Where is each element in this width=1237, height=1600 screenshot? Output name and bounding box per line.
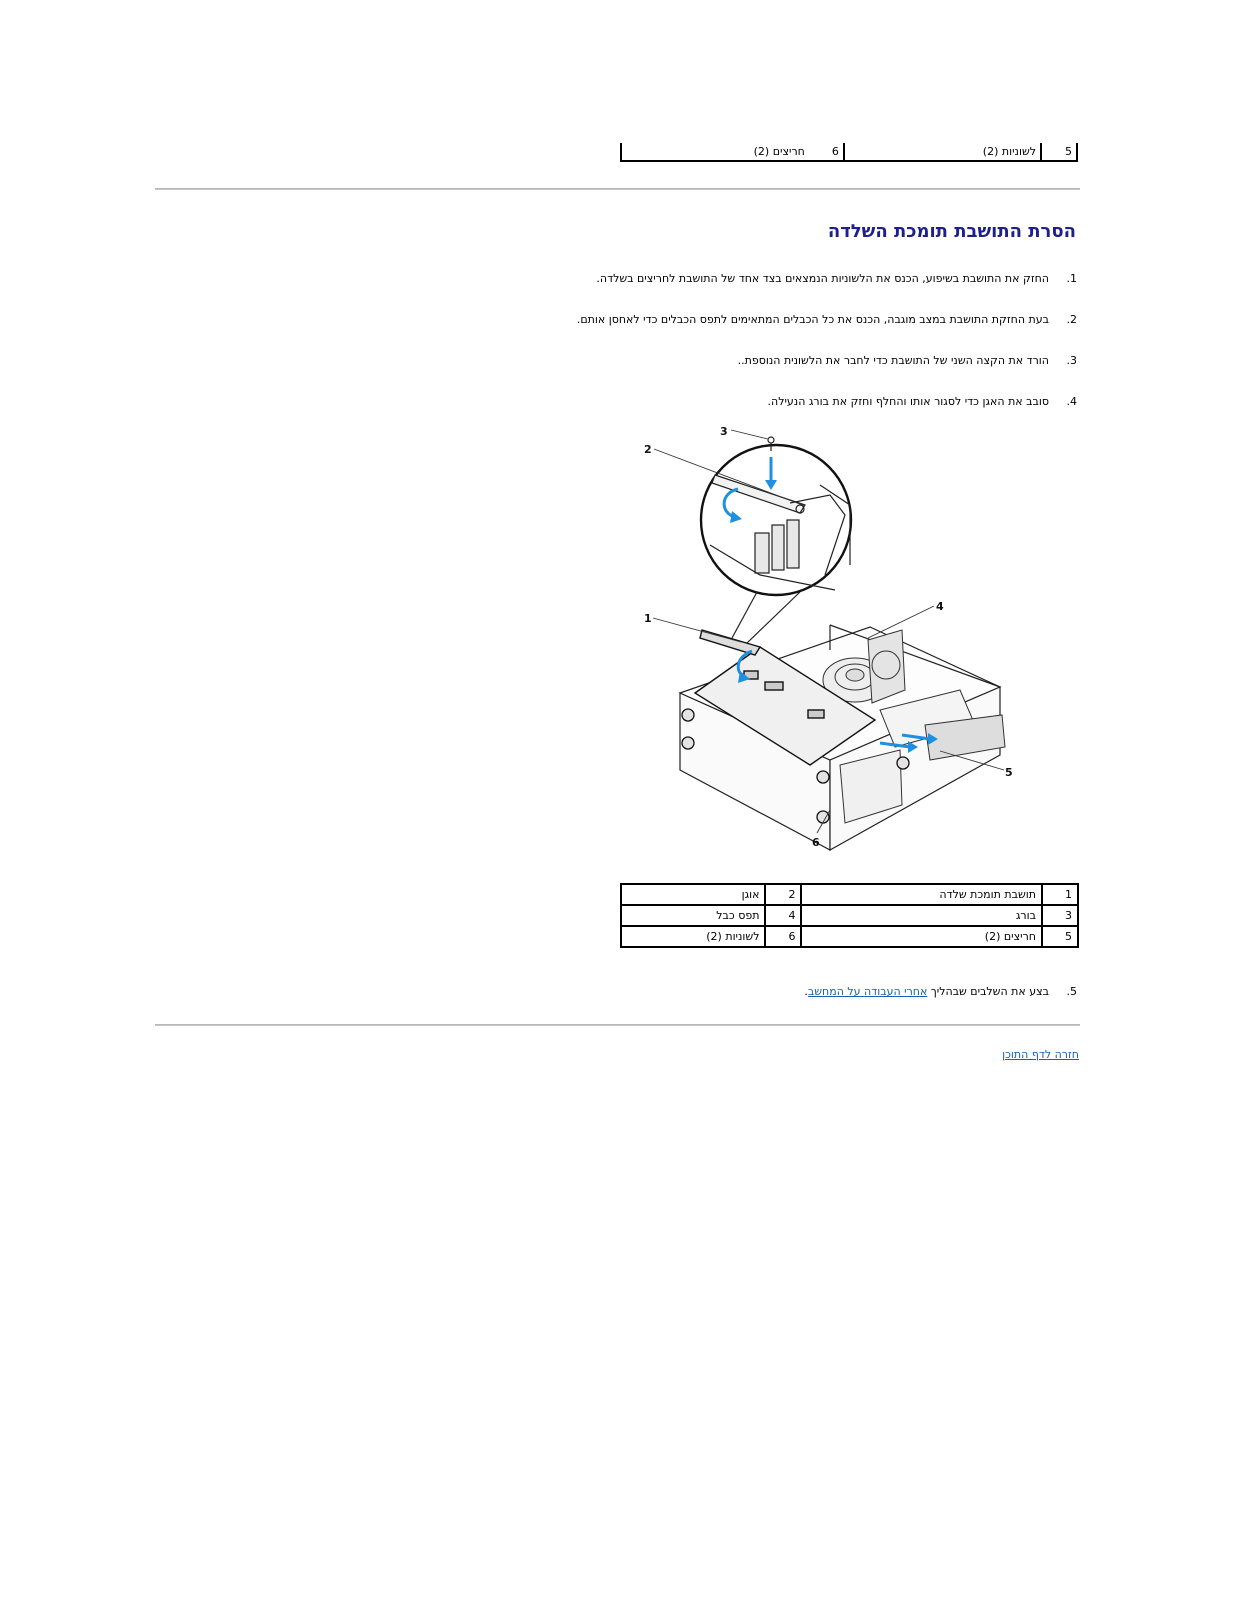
table-cell-label: לשוניות (2)	[844, 143, 1041, 161]
table-row	[621, 926, 1078, 947]
table-cell-label: חריצים (2)	[801, 926, 1042, 947]
table-cell-number: 3	[1042, 905, 1078, 926]
table-cell-number: 1	[1042, 884, 1078, 905]
table-row	[621, 905, 1078, 926]
table-cell-label: חריצים (2)	[621, 143, 809, 161]
list-item	[738, 354, 1077, 367]
table-cell-label: אוגן	[621, 884, 765, 905]
callout-label-6: 6	[812, 836, 820, 849]
callout-label-5: 5	[1005, 766, 1013, 779]
after-working-link[interactable]: אחרי העבודה על המחשב	[807, 985, 928, 998]
step-number: 1.	[1066, 272, 1077, 285]
step-text: בעת החזקת התושבת במצב מוגבה, הכנס את כל הכבלים המתאימים לתפס הכבלים כדי לאחסן אותם.	[576, 313, 1049, 326]
table-cell-number: 5	[1042, 926, 1078, 947]
list-item	[768, 395, 1077, 408]
back-to-contents	[1002, 1048, 1079, 1061]
callout-label-3: 3	[720, 425, 728, 438]
table-row	[621, 143, 1077, 161]
divider	[155, 188, 1080, 190]
step-number: 5.	[1066, 985, 1077, 998]
table-cell-number: 5	[1041, 143, 1077, 161]
step-text	[804, 985, 1049, 998]
step-text-prefix: בצע את השלבים שבהליך	[930, 985, 1049, 998]
chassis-bracket-illustration	[640, 425, 1080, 865]
table-row	[621, 884, 1078, 905]
table-cell-number: 2	[765, 884, 801, 905]
list-item	[804, 985, 1077, 998]
step-number: 4.	[1066, 395, 1077, 408]
list-item	[577, 313, 1077, 326]
step-text: הורד את הקצה השני של התושבת כדי לחבר את הלשונית הנוספת..	[737, 354, 1049, 367]
table-cell-number: 6	[765, 926, 801, 947]
step-number: 3.	[1066, 354, 1077, 367]
divider	[155, 1024, 1080, 1026]
parts-table-top	[620, 143, 1078, 162]
table-cell-number: 6	[809, 143, 844, 161]
table-cell-label: לשוניות (2)	[621, 926, 765, 947]
table-cell-label: תושבת תומכת שלדה	[801, 884, 1042, 905]
back-to-contents-link[interactable]: חזרה לדף התוכן	[1002, 1048, 1079, 1061]
step-number: 2.	[1066, 313, 1077, 326]
step-text: סובב את האגן כדי לסגור אותו והחלף וחזק את בורג הנעילה.	[767, 395, 1049, 408]
table-cell-label: תפס כבל	[621, 905, 765, 926]
parts-legend-table	[620, 883, 1079, 948]
step-text-suffix: .	[804, 985, 808, 998]
section-title: הסרת התושבת תומכת השלדה	[827, 221, 1076, 242]
table-cell-number: 4	[765, 905, 801, 926]
callout-label-4: 4	[936, 600, 944, 613]
callout-label-2: 2	[644, 443, 652, 456]
callout-label-1: 1	[644, 612, 652, 625]
list-item	[596, 272, 1077, 285]
table-cell-label: בורג	[801, 905, 1042, 926]
step-text: החזק את התושבת בשיפוע, הכנס את הלשוניות הנמצאים בצד אחד של התושבת לחריצים בשלדה.	[596, 272, 1049, 285]
